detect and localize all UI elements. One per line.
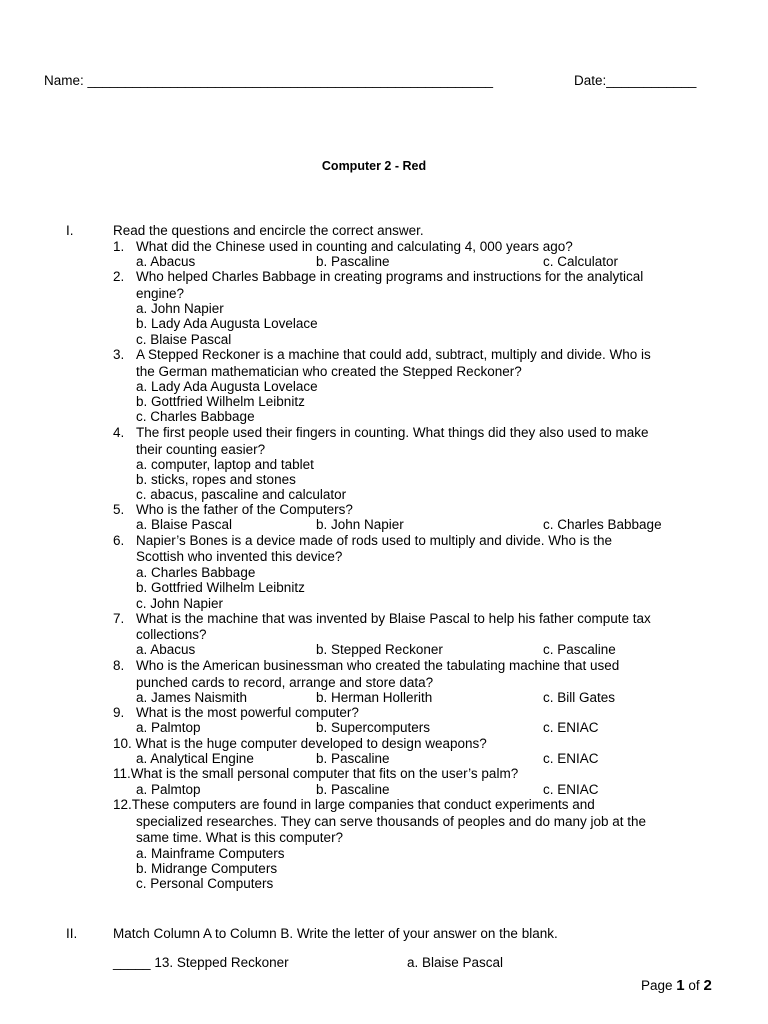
q11-choice-b: b. Pascaline	[316, 782, 390, 797]
q7-choice-b: b. Stepped Reckoner	[316, 642, 443, 657]
q12-text-cont-1: specialized researches. They can serve thousands of peoples and do many job at the	[136, 814, 647, 829]
q2-choice-c: c. Blaise Pascal	[136, 332, 232, 347]
q3-choice-c: c. Charles Babbage	[136, 409, 255, 424]
q8-text-cont: punched cards to record, arrange and store data?	[136, 675, 434, 690]
q7-number: 7.	[113, 611, 125, 626]
q10-choice-c: c. ENIAC	[543, 751, 599, 766]
answer-blank: _____	[113, 955, 151, 970]
q1-number: 1.	[113, 239, 125, 254]
q3-choice-b: b. Gottfried Wilhelm Leibnitz	[136, 394, 305, 409]
q1-choice-b: b. Pascaline	[316, 254, 390, 269]
date-blank: ____________	[606, 73, 697, 88]
q7-choice-c: c. Pascaline	[543, 642, 616, 657]
q2-number: 2.	[113, 269, 125, 284]
q6-number: 6.	[113, 533, 125, 548]
date-label: Date:	[574, 73, 607, 88]
name-label: Name:	[44, 73, 84, 88]
q9-choice-c: c. ENIAC	[543, 720, 599, 735]
q8-text: Who is the American businessman who created the tabulating machine that used	[136, 658, 620, 673]
name-line	[44, 73, 493, 88]
q12-choice-a: a. Mainframe Computers	[136, 846, 285, 861]
q1-choice-a: a. Abacus	[136, 254, 196, 269]
name-blank: ______________________________________________________	[87, 73, 493, 88]
q4-number: 4.	[113, 425, 125, 440]
q12-choice-b: b. Midrange Computers	[136, 861, 278, 876]
q8-choice-c: c. Bill Gates	[543, 690, 616, 705]
q3-text-cont: the German mathematician who created the Stepped Reckoner?	[136, 364, 522, 379]
q8-choice-b: b. Herman Hollerith	[316, 690, 433, 705]
q6-text: Napier’s Bones is a device made of rods used to multiply and divide. Who is the	[136, 533, 613, 548]
q11-choice-c: c. ENIAC	[543, 782, 599, 797]
q12-text: 12.These computers are found in large companies that conduct experiments and	[113, 797, 595, 812]
q9-number: 9.	[113, 705, 125, 720]
page-of: of	[688, 978, 700, 993]
q4-choice-c: c. abacus, pascaline and calculator	[136, 487, 347, 502]
q2-choice-b: b. Lady Ada Augusta Lovelace	[136, 316, 318, 331]
section-1-numeral: I.	[66, 223, 74, 238]
page-total: 2	[703, 977, 712, 994]
q9-choice-b: b. Supercomputers	[316, 720, 431, 735]
q12-choice-c: c. Personal Computers	[136, 876, 274, 891]
section-2-numeral: II.	[66, 926, 78, 941]
q9-text: What is the most powerful computer?	[136, 705, 359, 720]
worksheet-title: Computer 2 - Red	[321, 159, 427, 173]
q5-choice-c: c. Charles Babbage	[543, 517, 662, 532]
q8-choice-a: a. James Naismith	[136, 690, 248, 705]
date-line	[574, 73, 696, 88]
q11-text: 11.What is the small personal computer that fits on the user’s palm?	[113, 766, 519, 781]
q10-choice-a: a. Analytical Engine	[136, 751, 254, 766]
q8-number: 8.	[113, 658, 125, 673]
q7-choice-a: a. Abacus	[136, 642, 196, 657]
q12-text-cont-2: same time. What is this computer?	[136, 830, 344, 845]
q5-text: Who is the father of the Computers?	[136, 502, 353, 517]
q3-text: A Stepped Reckoner is a machine that could add, subtract, multiply and divide. Who is	[136, 347, 651, 362]
page-indicator	[641, 977, 712, 994]
section-2-instruction: Match Column A to Column B. Write the letter of your answer on the blank.	[113, 926, 558, 941]
q4-choice-a: a. computer, laptop and tablet	[136, 457, 314, 472]
q5-choice-a: a. Blaise Pascal	[136, 517, 233, 532]
q5-choice-b: b. John Napier	[316, 517, 404, 532]
q4-choice-b: b. sticks, ropes and stones	[136, 472, 296, 487]
q5-number: 5.	[113, 502, 125, 517]
q9-choice-a: a. Palmtop	[136, 720, 201, 735]
section-1-instruction: Read the questions and encircle the correct answer.	[113, 223, 424, 238]
page-current: 1	[676, 977, 685, 994]
q2-text-cont: engine?	[136, 286, 185, 301]
q2-text: Who helped Charles Babbage in creating programs and instructions for the analytical	[136, 269, 644, 284]
q11-choice-a: a. Palmtop	[136, 782, 201, 797]
q3-choice-a: a. Lady Ada Augusta Lovelace	[136, 379, 318, 394]
q6-choice-c: c. John Napier	[136, 596, 224, 611]
q6-choice-a: a. Charles Babbage	[136, 565, 256, 580]
q2-choice-a: a. John Napier	[136, 301, 224, 316]
q4-text-cont: their counting easier?	[136, 442, 266, 457]
match-item-label: 13. Stepped Reckoner	[154, 955, 289, 970]
q7-text: What is the machine that was invented by Blaise Pascal to help his father compute tax	[136, 611, 651, 626]
q7-text-cont: collections?	[136, 627, 207, 642]
q10-text: 10. What is the huge computer developed to design weapons?	[113, 736, 487, 751]
match-column-b-a: a. Blaise Pascal	[407, 955, 504, 970]
q1-text: What did the Chinese used in counting and calculating 4, 000 years ago?	[136, 239, 573, 254]
match-item-13	[113, 955, 289, 970]
q1-choice-c: c. Calculator	[543, 254, 619, 269]
q6-text-cont: Scottish who invented this device?	[136, 549, 343, 564]
q10-choice-b: b. Pascaline	[316, 751, 390, 766]
q3-number: 3.	[113, 347, 125, 362]
page-word: Page	[641, 978, 673, 993]
q6-choice-b: b. Gottfried Wilhelm Leibnitz	[136, 580, 305, 595]
q4-text: The first people used their fingers in counting. What things did they also used to make	[136, 425, 649, 440]
